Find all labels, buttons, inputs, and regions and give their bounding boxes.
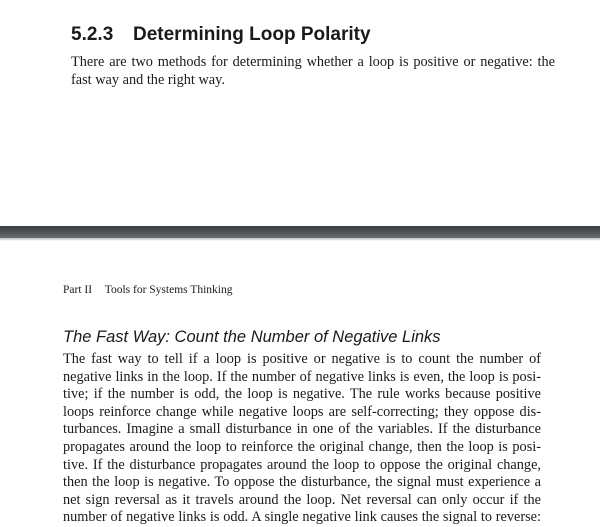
paragraph-line: net sign reversal as it travels around the loop. Net reversal can only occur if the [63,491,541,508]
section-heading [71,24,371,46]
paragraph-line: propagates around the loop to reinforce the original change, then the loop is posi- [63,438,541,455]
running-header [63,284,232,296]
paragraph-line: loops reinforce change while negative loops are self-correcting; they oppose dis- [63,403,541,420]
section-title: Determining Loop Polarity [133,24,371,45]
upper-page [0,0,600,226]
running-header-title: Tools for Systems Thinking [104,284,233,296]
section-number: 5.2.3 [71,24,114,45]
subsection-heading: The Fast Way: Count the Number of Negative Links [63,328,441,346]
intro-paragraph: There are two methods for determining whether a loop is positive or negative: the fast way and the right way. [71,54,555,88]
paragraph-line: then the loop is negative. To oppose the disturbance, the signal must experience a [63,474,541,491]
paragraph-line: number of negative links is odd. A single negative link causes the signal to reverse: [63,509,541,526]
paragraph-line: The fast way to tell if a loop is positive or negative is to count the number of [63,351,541,367]
body-paragraph [63,351,541,527]
paragraph-line: turbances. Imagine a small disturbance in one of the variables. If the disturbance [63,421,541,438]
paragraph-line: negative links in the loop. If the number of negative links is even, the loop is posi- [63,368,541,385]
running-header-part: Part II [63,284,93,296]
paragraph-line: tive; if the number is odd, the loop is negative. The rule works because positive [63,386,541,403]
paragraph-line: tive. If the disturbance propagates around the loop to oppose the original change, [63,456,541,473]
page-divider [0,226,600,238]
page-shadow [0,238,600,241]
